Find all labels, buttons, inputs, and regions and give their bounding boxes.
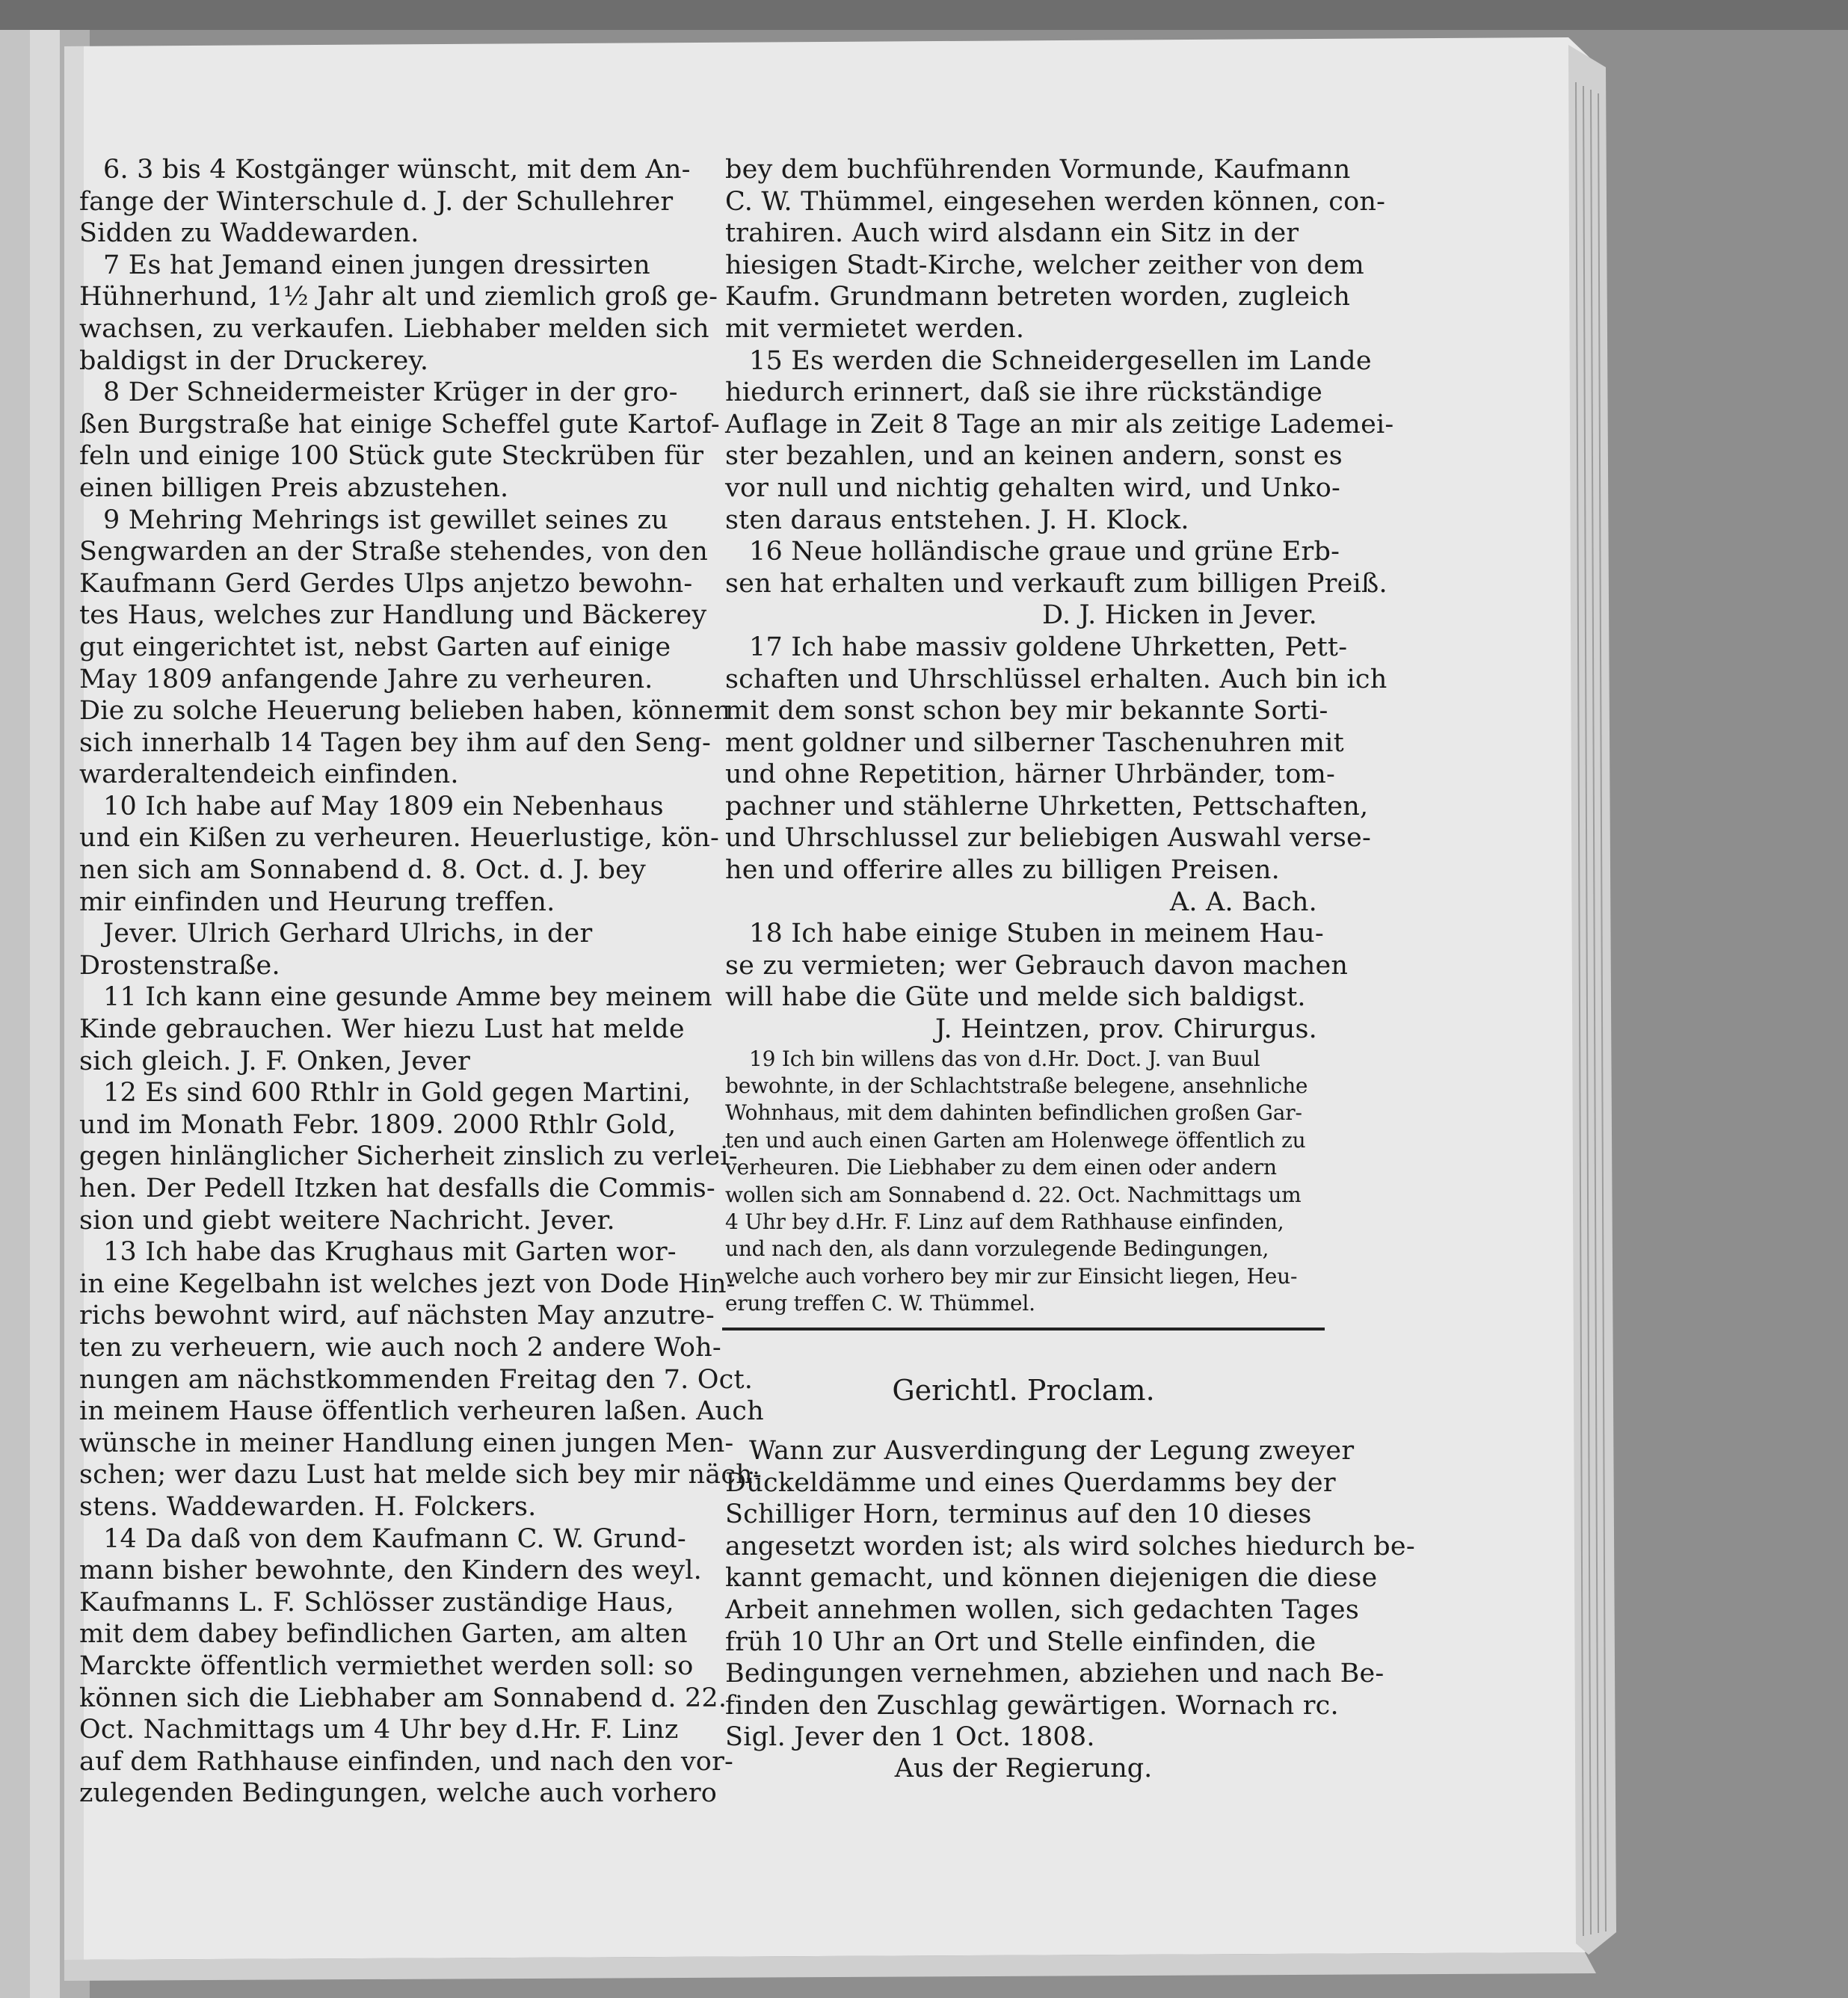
text-line: feln und einige 100 Stück gute Steckrüben für [79,441,704,472]
text-line: gut eingerichtet ist, nebst Garten auf einige [79,632,671,662]
text-line: D. J. Hicken in Jever. [1041,600,1317,631]
text-line: 17 Ich habe massiv goldene Uhrketten, Pett- [749,632,1348,662]
proclam-title: Gerichtl. Proclam. [892,1374,1155,1407]
text-line: angesetzt worden ist; als wird solches hiedurch be- [725,1531,1415,1561]
text-line: früh 10 Uhr an Ort und Stelle einfinden, die [725,1627,1316,1657]
text-line: Schilliger Horn, terminus auf den 10 dieses [725,1499,1312,1530]
text-line: 14 Da daß von dem Kaufmann C. W. Grund- [103,1523,686,1554]
text-line: und im Monath Febr. 1809. 2000 Rthlr Gold, [79,1109,677,1140]
text-line: sten daraus entstehen. J. H. Klock. [725,505,1189,535]
text-line: bey dem buchführenden Vormunde, Kaufmann [725,155,1351,185]
text-line: verheuren. Die Liebhaber zu dem einen oder andern [725,1155,1277,1180]
text-line: nungen am nächstkommenden Freitag den 7. Oct. [79,1364,754,1395]
text-line: 10 Ich habe auf May 1809 ein Nebenhaus [103,791,664,821]
text-line: Kaufmann Gerd Gerdes Ulps anjetzo bewohn- [79,568,693,599]
advertisement [79,377,720,504]
text-line: zulegenden Bedingungen, welche auch vorhero [79,1778,718,1809]
text-line: mann bisher bewohnte, den Kindern des weyl. [79,1555,702,1586]
advertisement [79,1077,738,1236]
text-line: Die zu solche Heuerung belieben haben, können [79,696,731,727]
text-line: 11 Ich kann eine gesunde Amme bey meinem [103,982,712,1013]
text-line: wünsche in meiner Handlung einen jungen Men- [79,1428,734,1458]
text-line: 7 Es hat Jemand einen jungen dressirten [103,250,650,280]
text-line: hiesigen Stadt-Kirche, welcher zeither von dem [725,250,1364,280]
text-line: können sich die Liebhaber am Sonnabend d. 22. [79,1683,727,1713]
right-column [725,154,1394,1318]
text-line: C. W. Thümmel, eingesehen werden können, con- [725,186,1386,217]
text-line: ster bezahlen, und an keinen andern, sonst es [725,441,1343,472]
text-line: Auflage in Zeit 8 Tage an mir als zeitige Lademei- [725,409,1394,440]
advertisement [725,1046,1332,1318]
text-line: Marckte öffentlich vermiethet werden soll: so [79,1650,694,1681]
text-line: se zu vermieten; wer Gebrauch davon machen [725,950,1349,981]
advertisement [79,791,720,918]
text-line: finden den Zuschlag gewärtigen. Wornach rc. [725,1690,1339,1721]
text-line: Bedingungen vernehmen, abziehen und nach Be- [725,1659,1385,1689]
advertisement [79,250,718,377]
text-line: hen. Der Pedell Itzken hat desfalls die Commis- [79,1174,715,1203]
advertisement [725,536,1387,632]
text-line: 12 Es sind 600 Rthlr in Gold gegen Martini, [103,1078,692,1109]
text-line: mit dem dabey befindlichen Garten, am alten [79,1619,688,1650]
text-line: kannt gemacht, und können diejenigen die diese [725,1563,1378,1594]
text-line: schen; wer dazu Lust hat melde sich bey mir näch- [79,1460,762,1490]
text-line: nen sich am Sonnabend d. 8. Oct. d. J. bey [79,855,647,886]
text-line: auf dem Rathhause einfinden, und nach den vor- [79,1746,734,1777]
advertisement [79,918,686,981]
text-line: vor null und nichtig gehalten wird, und Unko- [725,472,1341,503]
text-line: bewohnte, in der Schlachtstraße belegene, ansehnliche [725,1073,1308,1099]
text-line: gegen hinlänglicher Sicherheit zinslich zu verlei- [79,1141,738,1172]
text-line: warderaltendeich einfinden. [79,759,459,790]
text-line: in meinem Hause öffentlich verheuren laßen. Auch [79,1396,764,1427]
text-line: 18 Ich habe einige Stuben in meinem Hau- [749,919,1324,949]
text-line: und ein Kißen zu verheuren. Heuerlustige, kön- [79,823,720,854]
advertisement [725,154,1386,345]
text-line: 13 Ich habe das Krughaus mit Garten wor- [103,1237,677,1268]
text-line: Wann zur Ausverdingung der Legung zweyer [749,1436,1355,1466]
text-line: Sidden zu Waddewarden. [79,218,419,249]
advertisement [725,918,1349,1045]
text-line: 4 Uhr bey d.Hr. F. Linz auf dem Rathhause einfinden, [725,1209,1284,1235]
text-line: fange der Winterschule d. J. der Schullehrer [79,186,674,217]
text-line: Dückeldämme und eines Querdamms bey der [725,1467,1336,1498]
advertisement [79,505,731,791]
advertisement [725,345,1394,537]
advertisement [79,1236,764,1523]
text-line: ment goldner und silberner Taschenuhren mit [725,727,1344,758]
text-line: sich innerhalb 14 Tagen bey ihm auf den Seng- [79,727,712,758]
advertisement [725,632,1387,918]
text-line: Wohnhaus, mit dem dahinten befindlichen großen Gar- [725,1100,1302,1126]
text-line: pachner und stählerne Uhrketten, Pettschaften, [725,791,1369,821]
text-line: ßen Burgstraße hat einige Scheffel gute Kartof- [79,409,720,440]
advertisement [79,981,712,1077]
text-line: 6. 3 bis 4 Kostgänger wünscht, mit dem An- [103,155,691,185]
text-line: und ohne Repetition, härner Uhrbänder, tom- [725,759,1336,790]
text-line: J. Heintzen, prov. Chirurgus. [935,1014,1317,1045]
text-line: schaften und Uhrschlüssel erhalten. Auch bin ich [725,664,1387,694]
text-line: baldigst in der Druckerey. [79,345,429,376]
text-line: wollen sich am Sonnabend d. 22. Oct. Nachmittags um [725,1182,1302,1207]
text-line: und nach den, als dann vorzulegende Bedingungen, [725,1236,1269,1262]
text-line: erung treffen C. W. Thümmel. [725,1291,1035,1316]
text-line: 19 Ich bin willens das von d.Hr. Doct. J. van Buul [749,1046,1260,1071]
text-line: stens. Waddewarden. H. Folckers. [79,1491,537,1522]
text-line: trahiren. Auch wird alsdann ein Sitz in der [725,218,1299,249]
advertisement [79,154,691,250]
advertisement [79,1523,734,1810]
text-line: 15 Es werden die Schneidergesellen im Lande [749,345,1372,376]
text-line: A. A. Bach. [1169,887,1317,917]
text-line: Kaufmanns L. F. Schlösser zuständige Haus, [79,1587,674,1618]
text-line: 9 Mehring Mehrings ist gewillet seines zu [103,505,668,535]
text-line: Oct. Nachmittags um 4 Uhr bey d.Hr. F. Linz [79,1715,679,1745]
proclam-body [725,1435,1415,1754]
text-line: wachsen, zu verkaufen. Liebhaber melden sich [79,313,709,344]
text-line: hen und offerire alles zu billigen Preisen. [725,855,1280,886]
text-line: Sigl. Jever den 1 Oct. 1808. [725,1722,1095,1753]
text-line: 8 Der Schneidermeister Krüger in der gro- [103,377,678,408]
proclam-signature: Aus der Regierung. [894,1754,1153,1783]
text-line: Hühnerhund, 1½ Jahr alt und ziemlich groß ge- [79,282,718,312]
text-line: May 1809 anfangende Jahre zu verheuren. [79,664,653,694]
text-line: mir einfinden und Heurung treffen. [79,887,555,917]
text-line: Arbeit annehmen wollen, sich gedachten Tages [725,1594,1359,1625]
text-line: Kinde gebrauchen. Wer hiezu Lust hat melde [79,1014,685,1045]
text-line: einen billigen Preis abzustehen. [79,472,509,503]
text-line: welche auch vorhero bey mir zur Einsicht liegen, Heu- [725,1263,1298,1289]
left-column [79,154,764,1810]
text-line: und Uhrschlussel zur beliebigen Auswahl verse- [725,823,1371,854]
text-line: ten zu verheuern, wie auch noch 2 andere Woh- [79,1332,721,1363]
text-line: Kaufm. Grundmann betreten worden, zugleich [725,282,1351,312]
text-line: 16 Neue holländische graue und grüne Erb- [749,537,1340,567]
text-line: mit dem sonst schon bey mir bekannte Sorti- [725,696,1328,727]
section-rule [722,1328,1325,1331]
text-line: in eine Kegelbahn ist welches jezt von Dode Hin- [79,1268,736,1299]
text-line: sion und giebt weitere Nachricht. Jever. [79,1205,615,1236]
text-line: will habe die Güte und melde sich baldigst. [725,982,1306,1013]
text-line: ten und auch einen Garten am Holenwege öffentlich zu [725,1127,1306,1153]
proclam-text [725,1435,1415,1754]
text-line: tes Haus, welches zur Handlung und Bäckerey [79,600,707,631]
text-line: sich gleich. J. F. Onken, Jever [79,1046,471,1076]
text-line: richs bewohnt wird, auf nächsten May anzutre- [79,1301,715,1331]
text-line: sen hat erhalten und verkauft zum billigen Preiß. [725,568,1387,599]
text-line: mit vermietet werden. [725,313,1025,344]
text-line: Sengwarden an der Straße stehendes, von den [79,537,708,567]
text-line: Drostenstraße. [79,950,280,981]
text-line: hiedurch erinnert, daß sie ihre rückständige [725,377,1322,408]
text-line: Jever. Ulrich Gerhard Ulrichs, in der [103,919,593,949]
